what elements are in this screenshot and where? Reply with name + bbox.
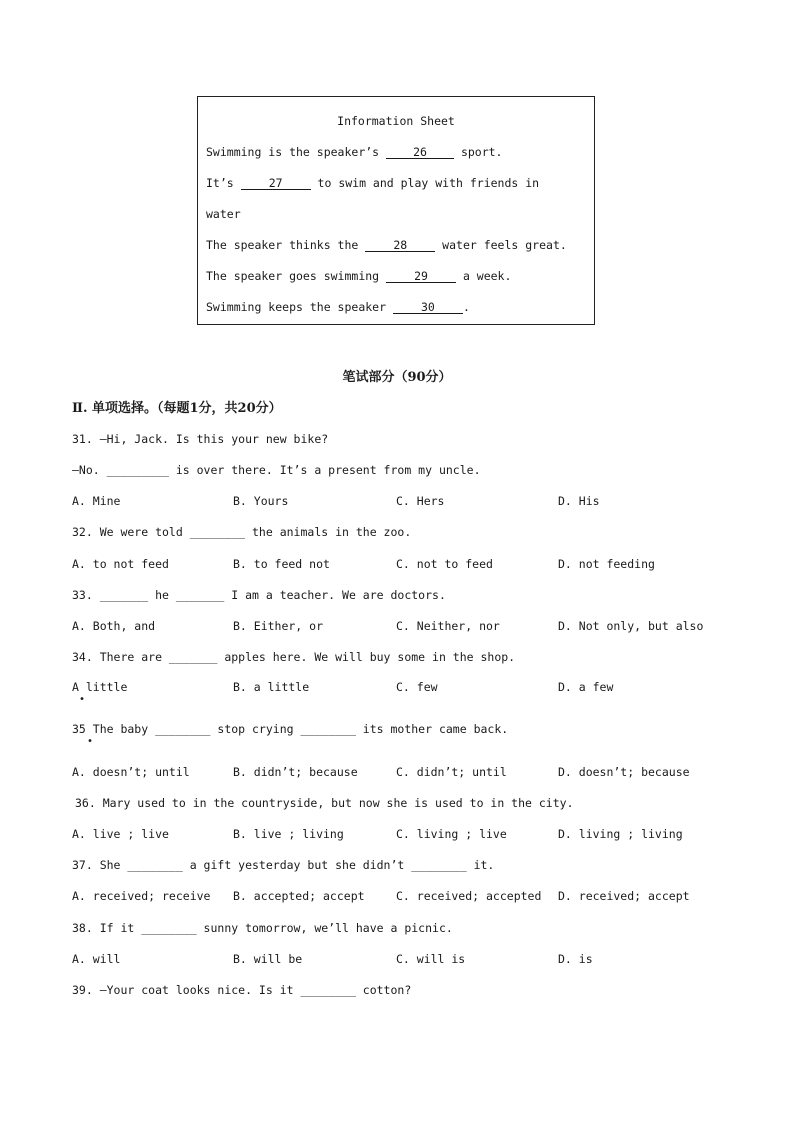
question-39-stem: 39. —Your coat looks nice. Is it ________ cotton? [72, 983, 412, 997]
q36-option-b[interactable]: B. live ; living [233, 827, 344, 841]
info-line-text: water [206, 207, 241, 221]
question-37-stem: 37. She ________ a gift yesterday but she didn’t ________ it. [72, 858, 495, 872]
q35-option-b[interactable]: B. didn’t; because [233, 765, 358, 779]
info-line-text: The speaker thinks the [206, 238, 366, 252]
q33-option-b[interactable]: B. Either, or [233, 619, 324, 633]
info-line-text: Swimming is the speaker’s [206, 145, 387, 159]
info-line-27 [206, 176, 539, 190]
q37-option-a[interactable]: A. received; receive [72, 889, 211, 903]
q38-option-d[interactable]: D. is [558, 952, 593, 966]
q33-option-c[interactable]: C. Neither, nor [396, 619, 500, 633]
q34-option-b[interactable]: B. a little [233, 680, 310, 694]
part-title: Ⅱ. 单项选择。（每题1分，共20分） [72, 401, 282, 416]
q38-option-b[interactable]: B. will be [233, 952, 303, 966]
q32-option-a[interactable]: A. to not feed [72, 557, 169, 571]
q37-option-b[interactable]: B. accepted; accept [233, 889, 365, 903]
q35-option-a[interactable]: A. doesn’t; until [72, 765, 190, 779]
question-31-stem-2: —No. _________ is over there. It’s a present from my uncle. [72, 463, 481, 477]
info-line-water [206, 207, 241, 221]
question-36-stem: 36. Mary used to in the countryside, but now she is used to in the city. [75, 796, 574, 810]
information-sheet-box [197, 96, 595, 325]
q34-option-c[interactable]: C. few [396, 680, 438, 694]
info-line-text: The speaker goes swimming [206, 269, 387, 283]
q33-option-a[interactable]: A. Both, and [72, 619, 156, 633]
q31-option-b[interactable]: B. Yours [233, 494, 289, 508]
q36-option-c[interactable]: C. living ; live [396, 827, 507, 841]
q32-option-d[interactable]: D. not feeding [558, 557, 655, 571]
question-33-stem: 33. _______ he _______ I am a teacher. We are doctors. [72, 588, 446, 602]
question-32-stem: 32. We were told ________ the animals in the zoo. [72, 525, 412, 539]
q38-option-a[interactable]: A. will [72, 952, 121, 966]
info-line-text: sport. [454, 145, 503, 159]
q32-option-b[interactable]: B. to feed not [233, 557, 330, 571]
blank-30[interactable]: 30 [393, 301, 463, 314]
q31-option-c[interactable]: C. Hers [396, 494, 445, 508]
q36-option-d[interactable]: D. living ; living [558, 827, 683, 841]
question-38-stem: 38. If it ________ sunny tomorrow, we’ll have a picnic. [72, 921, 453, 935]
question-34-stem: 34. There are _______ apples here. We will buy some in the shop. [72, 650, 516, 664]
info-line-text: . [462, 300, 470, 314]
info-line-text: Swimming keeps the speaker [206, 300, 393, 314]
info-line-26 [206, 145, 502, 159]
q34-option-a[interactable]: A little [72, 680, 128, 694]
info-line-text: It’s [206, 176, 241, 190]
section-title: 笔试部分（90分） [342, 370, 452, 385]
q33-option-d[interactable]: D. Not only, but also [558, 619, 704, 633]
info-line-29 [206, 269, 511, 283]
question-31-stem: 31. —Hi, Jack. Is this your new bike? [72, 432, 329, 446]
q37-option-d[interactable]: D. received; accept [558, 889, 690, 903]
stray-dot-mark: • [87, 736, 94, 747]
question-35-stem: 35 The baby ________ stop crying ________ its mother came back. [72, 722, 509, 736]
blank-26[interactable]: 26 [386, 146, 454, 159]
blank-27[interactable]: 27 [241, 177, 311, 190]
info-line-text: a week. [456, 269, 512, 283]
info-line-28 [206, 238, 567, 252]
q31-option-a[interactable]: A. Mine [72, 494, 121, 508]
blank-29[interactable]: 29 [386, 270, 456, 283]
q35-option-d[interactable]: D. doesn’t; because [558, 765, 690, 779]
blank-28[interactable]: 28 [365, 239, 435, 252]
q36-option-a[interactable]: A. live ; live [72, 827, 169, 841]
q32-option-c[interactable]: C. not to feed [396, 557, 493, 571]
info-sheet-title: Information Sheet [337, 114, 455, 128]
info-line-text: to swim and play with friends in [310, 176, 540, 190]
q35-option-c[interactable]: C. didn’t; until [396, 765, 507, 779]
q31-option-d[interactable]: D. His [558, 494, 600, 508]
info-line-30 [206, 300, 470, 314]
q34-option-d[interactable]: D. a few [558, 680, 614, 694]
q37-option-c[interactable]: C. received; accepted [396, 889, 542, 903]
stray-dot-mark: • [79, 694, 86, 705]
q38-option-c[interactable]: C. will is [396, 952, 466, 966]
info-line-text: water feels great. [435, 238, 567, 252]
